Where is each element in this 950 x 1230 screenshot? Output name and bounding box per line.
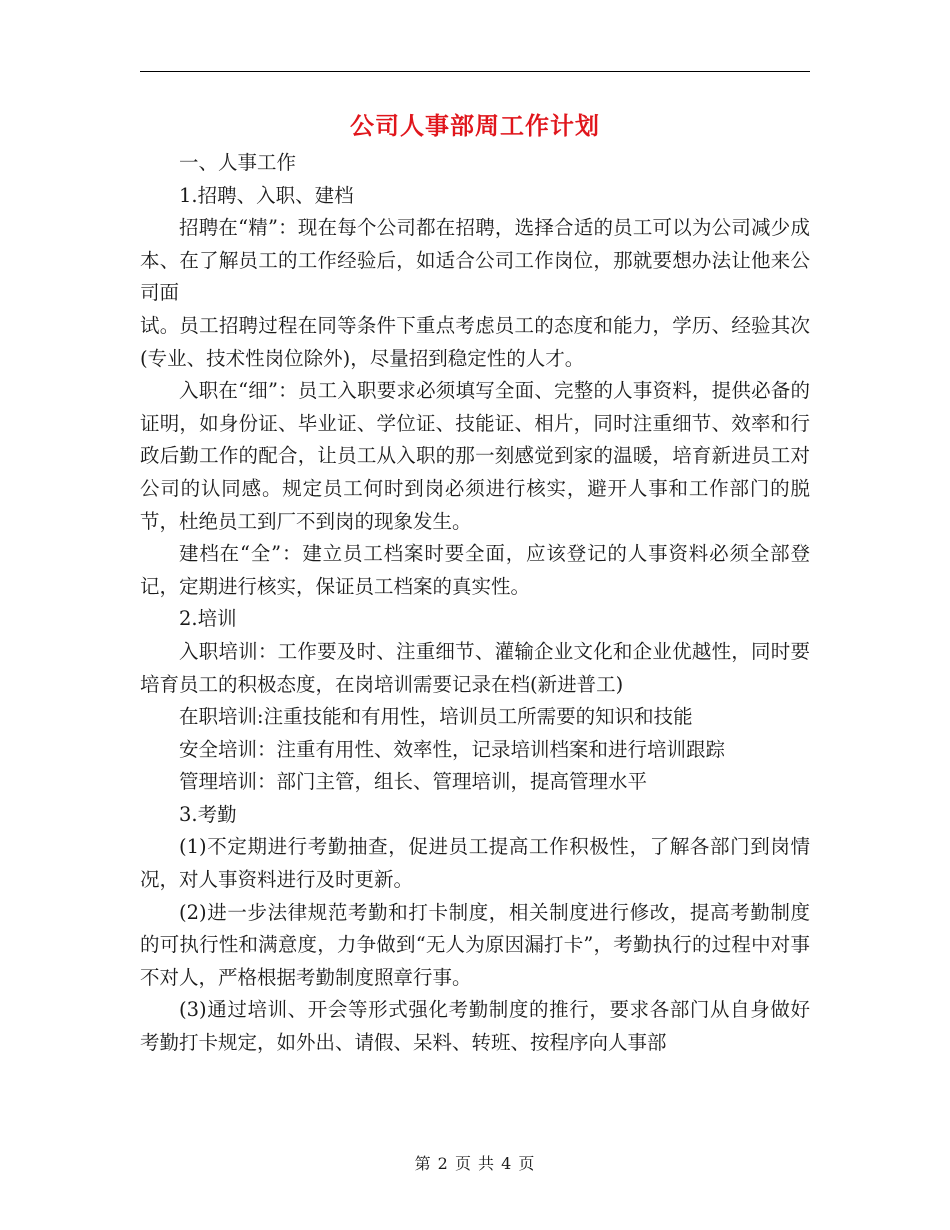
document-body xyxy=(140,147,810,1060)
document-title: 公司人事部周工作计划 xyxy=(350,111,600,140)
paragraph: 入职在“细”：员工入职要求必须填写全面、完整的人事资料，提供必备的证明，如身份证、毕业证、学位证、技能证、相片，同时注重细节、效率和行政后勤工作的配合，让员工从入职的那一刻感觉到家的温暖，培育新进员工对公司的认同感。规定员工何时到岗必须进行核实，避开人事和工作部门的脱节，杜绝员工到厂不到岗的现象发生。 xyxy=(140,379,810,533)
page-number: 第 2 页 共 4 页 xyxy=(414,1154,536,1173)
paragraph: 入职培训：工作要及时、注重细节、灌输企业文化和企业优越性，同时要培育员工的积极态度，在岗培训需要记录在档(新进普工) xyxy=(140,639,810,696)
subsection-heading: 3.考勤 xyxy=(179,802,237,826)
paragraph: 在职培训:注重技能和有用性，培训员工所需要的知识和技能 xyxy=(179,705,693,729)
paragraph: 安全培训：注重有用性、效率性，记录培训档案和进行培训跟踪 xyxy=(179,737,726,761)
section-heading: 一、人事工作 xyxy=(179,151,297,174)
subsection-heading: 1.招聘、入职、建档 xyxy=(179,183,354,207)
paragraph: 招聘在“精”：现在每个公司都在招聘，选择合适的员工可以为公司减少成本、在了解员工的工作经验后，如适合公司工作岗位，那就要想办法让他来公司面 xyxy=(140,216,810,305)
paragraph: 试。员工招聘过程在同等条件下重点考虑员工的态度和能力，学历、经验其次(专业、技术性岗位除外)，尽量招到稳定性的人才。 xyxy=(140,313,810,370)
paragraph: (2)进一步法律规范考勤和打卡制度，相关制度进行修改，提高考勤制度的可执行性和满意度，力争做到“无人为原因漏打卡”，考勤执行的过程中对事不对人，严格根据考勤制度照章行事。 xyxy=(140,900,810,989)
paragraph: (3)通过培训、开会等形式强化考勤制度的推行，要求各部门从自身做好考勤打卡规定，如外出、请假、呆料、转班、按程序向人事部 xyxy=(140,998,810,1055)
paragraph: 建档在“全”：建立员工档案时要全面，应该登记的人事资料必须全部登记，定期进行核实，保证员工档案的真实性。 xyxy=(140,542,810,598)
subsection-heading: 2.培训 xyxy=(179,607,237,631)
header-rule xyxy=(140,71,810,72)
paragraph: (1)不定期进行考勤抽查，促进员工提高工作积极性，了解各部门到岗情况，对人事资料进行及时更新。 xyxy=(140,835,810,892)
paragraph: 管理培训：部门主管，组长、管理培训，提高管理水平 xyxy=(179,770,648,794)
